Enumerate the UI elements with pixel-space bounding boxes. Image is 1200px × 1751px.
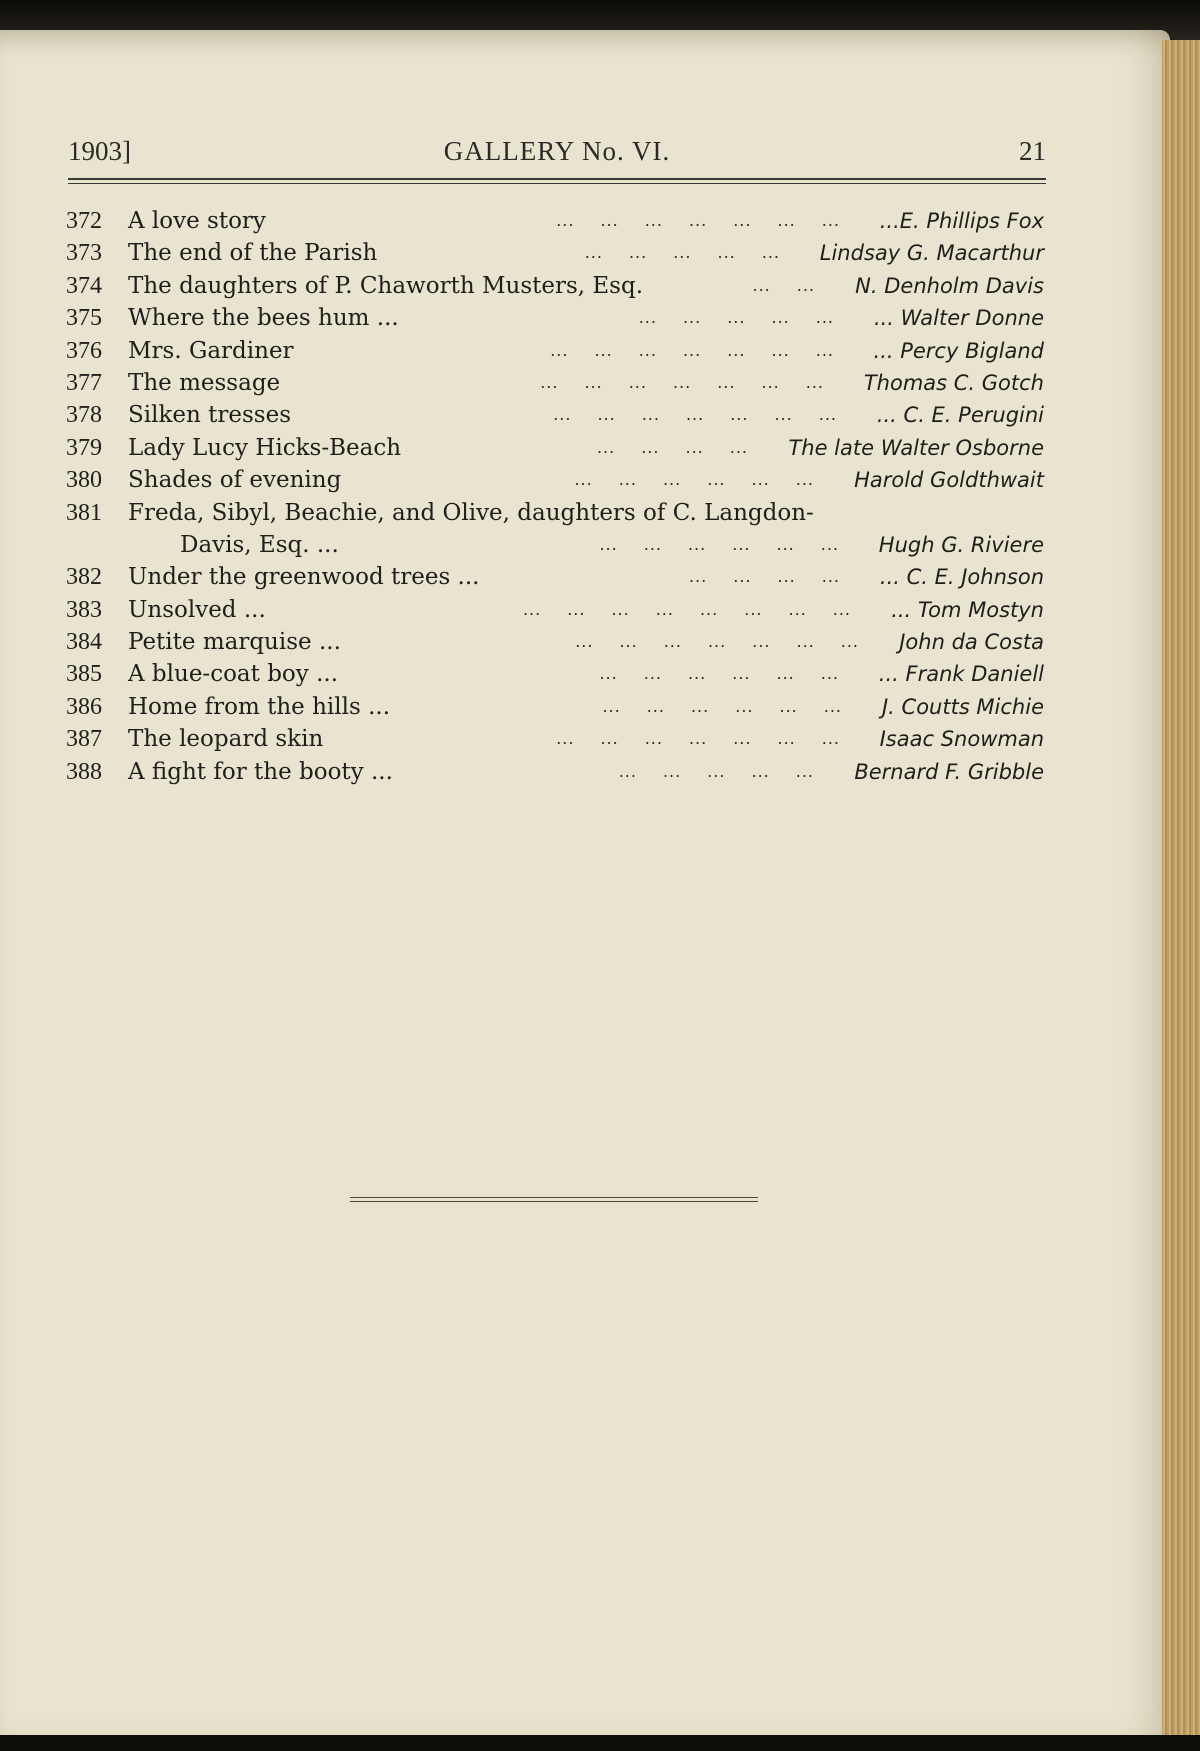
gilt-page-edges [1162, 40, 1200, 1740]
entry-artist: ... C. E. Perugini [876, 403, 1044, 428]
entry-number: 378 [66, 402, 102, 429]
dot-leader: ... ... ... ... ... ... ... [556, 211, 866, 230]
dot-leader: ... ... ... ... ... ... ... [540, 372, 850, 392]
catalogue-entry [60, 561, 1050, 593]
entry-title: Where the bees hum ... [128, 305, 399, 332]
dot-leader: ... ... ... ... ... ... [602, 696, 868, 716]
catalogue-entry [60, 723, 1050, 755]
entry-number: 377 [66, 369, 102, 396]
entry-title: A love story [128, 208, 266, 234]
entry-artist: ... Walter Donne [873, 306, 1044, 331]
entry-title: Home from the hills ... [128, 693, 391, 720]
dot-leader: ... ... ... ... ... ... [599, 664, 865, 684]
entry-title: A blue-coat boy ... [128, 661, 338, 688]
entry-title: The message [128, 369, 281, 396]
entry-artist: Hugh G. Riviere [878, 532, 1044, 557]
running-header [68, 136, 1046, 172]
catalogue-entry [60, 594, 1050, 626]
entry-title: The daughters of P. Chaworth Musters, Esq. [128, 272, 644, 299]
catalogue-entry [60, 205, 1050, 237]
entry-number: 383 [66, 596, 102, 623]
catalogue-entry [60, 302, 1050, 334]
entry-artist: ...E. Phillips Fox [879, 209, 1044, 233]
entry-artist: J. Coutts Michie [881, 694, 1044, 719]
header-rule-thin [68, 183, 1046, 184]
entry-title: Petite marquise ... [128, 629, 341, 656]
catalogue-entry [60, 335, 1050, 367]
entry-title: The end of the Parish [128, 240, 378, 267]
entry-artist: Bernard F. Gribble [854, 759, 1044, 784]
entry-artist: ... C. E. Johnson [879, 565, 1044, 590]
entry-number: 387 [66, 726, 102, 753]
entry-number: 379 [66, 434, 102, 461]
dot-leader: ... ... ... ... ... [584, 243, 806, 263]
catalogue-entry [60, 756, 1050, 788]
entry-title: Unsolved ... [128, 596, 266, 623]
entry-title: Lady Lucy Hicks-Beach [128, 434, 402, 461]
dot-leader: ... ... ... ... ... ... [599, 534, 865, 554]
catalogue-entry [60, 237, 1050, 269]
entry-number: 384 [66, 629, 102, 656]
dot-leader: ... ... ... ... ... ... [574, 470, 840, 490]
entry-artist: The late Walter Osborne [788, 435, 1044, 460]
catalogue-entries [60, 205, 1050, 788]
entry-number: 388 [66, 758, 102, 785]
catalogue-entry [60, 367, 1050, 399]
entry-title: Shades of evening [128, 467, 342, 494]
entry-title: Silken tresses [128, 402, 292, 429]
entry-number: 380 [66, 467, 102, 494]
dot-leader: ... ... ... ... ... ... ... ... [522, 599, 877, 619]
entry-artist: Harold Goldthwait [854, 468, 1044, 493]
dot-leader: ... ... ... ... [596, 437, 774, 457]
entry-title: Davis, Esq. ... [180, 531, 339, 558]
catalogue-entry [60, 464, 1050, 496]
book-bottom-edge [0, 1735, 1200, 1751]
entry-artist: Lindsay G. Macarthur [819, 241, 1044, 266]
entry-number: 373 [66, 240, 102, 267]
entry-title: Mrs. Gardiner [128, 337, 294, 364]
catalogue-entry [60, 270, 1050, 302]
entry-number: 382 [66, 564, 102, 591]
catalogue-entry [60, 691, 1050, 723]
catalogue-entry [60, 497, 1050, 529]
entry-number: 374 [66, 272, 102, 299]
dot-leader: ... ... ... ... [688, 567, 866, 587]
dot-leader: ... ... ... ... ... ... ... [556, 729, 866, 749]
dot-leader: ... ... ... ... ... ... ... [575, 632, 885, 652]
header-rule-thick [68, 178, 1046, 180]
entry-number: 372 [66, 208, 102, 234]
section-divider [350, 1197, 758, 1202]
dot-leader: ... ... ... ... ... ... ... [553, 405, 863, 425]
entry-artist: N. Denholm Davis [855, 273, 1044, 298]
entry-title: The leopard skin [128, 726, 324, 753]
entry-artist: Isaac Snowman [879, 727, 1044, 752]
entry-number: 375 [66, 305, 102, 332]
dot-leader: ... ... [752, 275, 841, 295]
entry-artist: Thomas C. Gotch [863, 370, 1044, 395]
header-year: 1903] [68, 136, 131, 166]
entry-number: 385 [66, 661, 102, 688]
catalogue-entry [60, 626, 1050, 658]
header-title: GALLERY No. VI. [443, 136, 671, 166]
catalogue-entry [60, 529, 1050, 561]
entry-title: Under the greenwood trees ... [128, 564, 480, 591]
page-number: 21 [1019, 136, 1046, 166]
dot-leader: ... ... ... ... ... [618, 761, 840, 781]
entry-title: Freda, Sibyl, Beachie, and Olive, daughters of C. Langdon- [128, 499, 814, 526]
dot-leader: ... ... ... ... ... ... ... [550, 340, 860, 360]
entry-number: 386 [66, 693, 102, 720]
entry-artist: John da Costa [899, 630, 1044, 655]
entry-number: 376 [66, 337, 102, 364]
entry-artist: ... Tom Mostyn [891, 597, 1044, 622]
entry-title: A fight for the booty ... [128, 758, 393, 785]
entry-artist: ... Percy Bigland [873, 338, 1044, 363]
catalogue-entry [60, 432, 1050, 464]
entry-artist: ... Frank Daniell [878, 662, 1044, 687]
dot-leader: ... ... ... ... ... [638, 308, 860, 328]
catalogue-entry [60, 658, 1050, 690]
catalogue-entry [60, 399, 1050, 431]
entry-number: 381 [66, 499, 102, 526]
